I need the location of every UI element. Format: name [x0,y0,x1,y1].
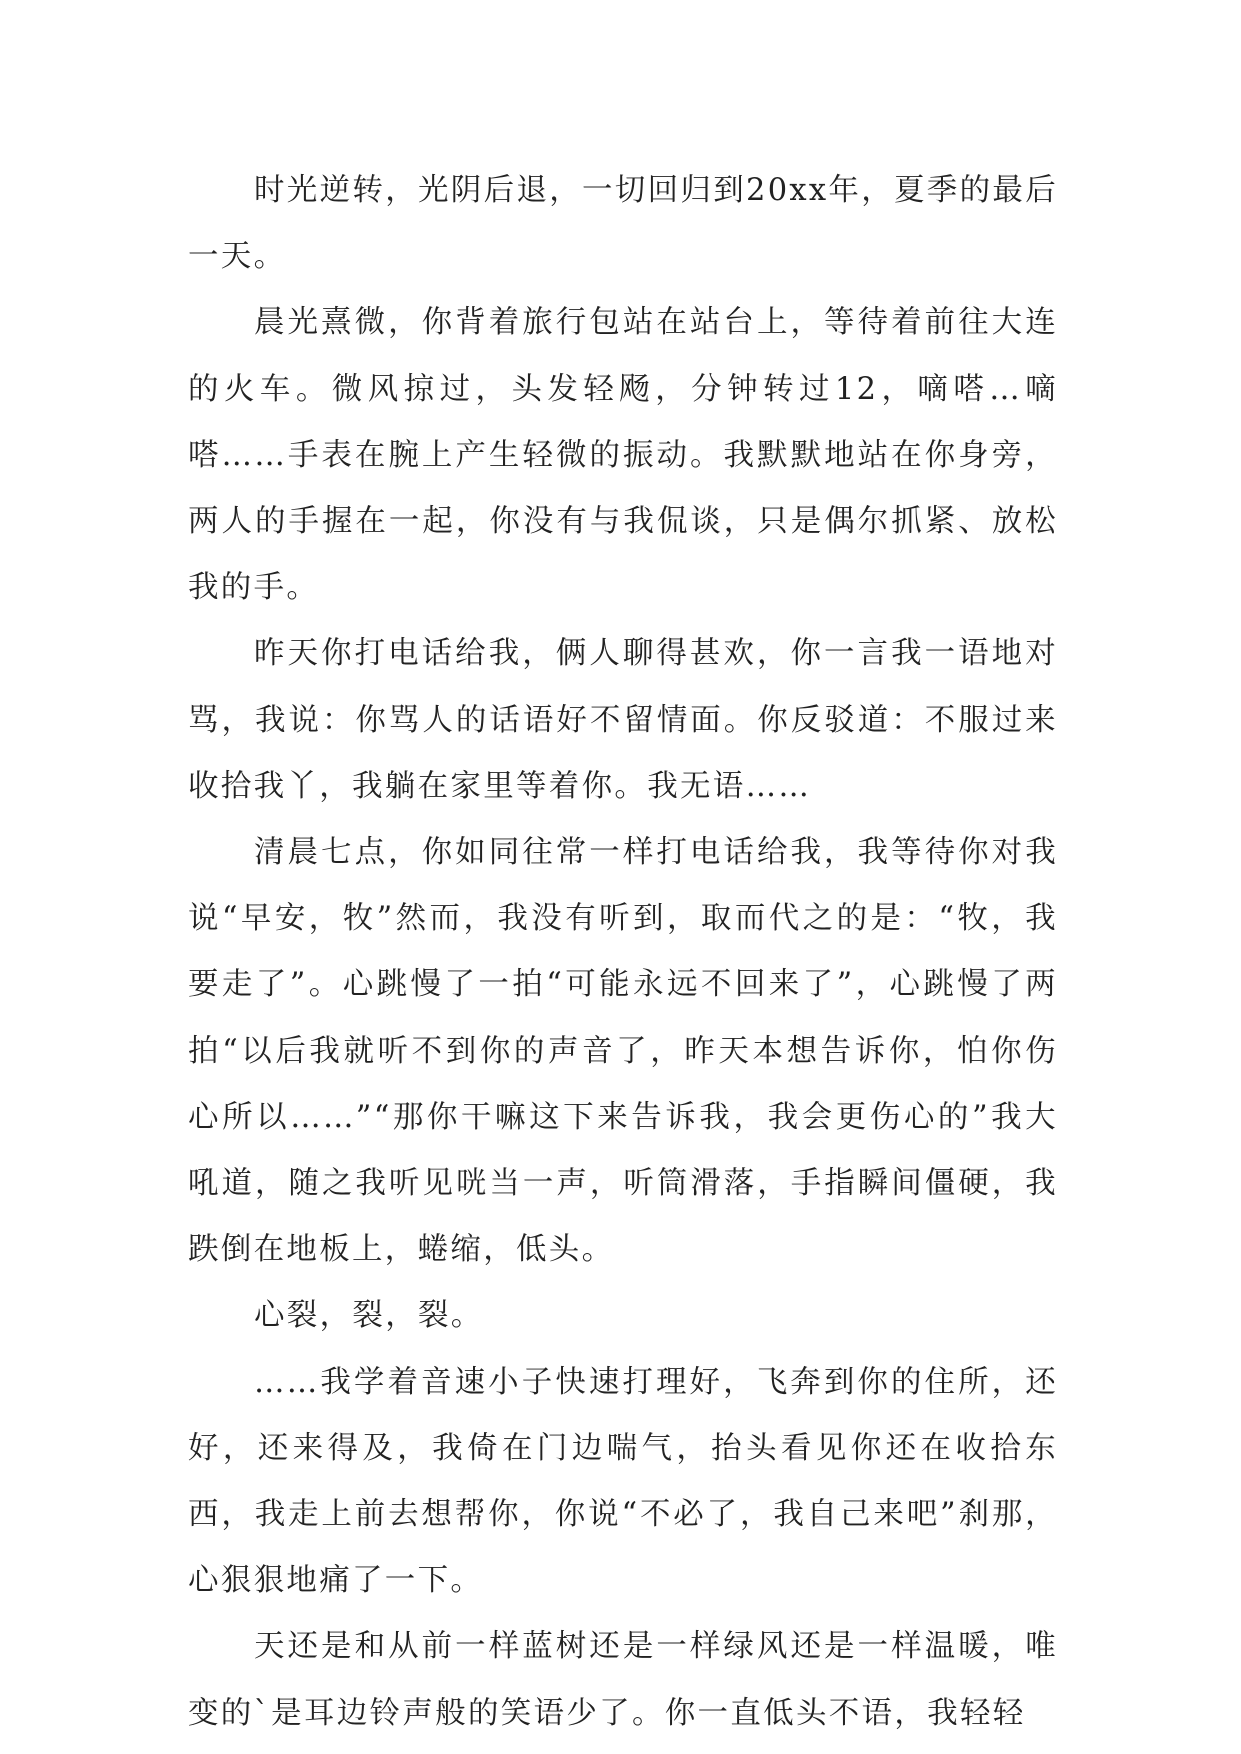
paragraph-1: 时光逆转，光阴后退，一切回归到20xx年，夏季的最后一天。 [188,173,1059,275]
paragraph-3: 昨天你打电话给我，俩人聊得甚欢，你一言我一语地对骂，我说：你骂人的话语好不留情面。你反驳道：不服过来收拾我丫，我躺在家里等着你。我无语…… [188,636,1058,804]
paragraph-2: 晨光熹微，你背着旅行包站在站台上，等待着前往大连的火车。微风掠过，头发轻飏，分钟转过12，嘀嗒…嘀嗒……手表在腕上产生轻微的振动。我默默地站在你身旁，两人的手握在一起，你没有与我侃谈，只是偶尔抓紧、放松我的手。 [188,305,1058,606]
paragraph-5: 心裂，裂，裂。 [254,1298,484,1334]
paragraph-7: 天还是和从前一样蓝树还是一样绿风还是一样温暖，唯变的`是耳边铃声般的笑语少了。你一直低头不语，我轻轻 [188,1629,1058,1731]
paragraph-4: 清晨七点，你如同往常一样打电话给我，我等待你对我说“早安，牧”然而，我没有听到，取而代之的是：“牧，我要走了”。心跳慢了一拍“可能永远不回来了”，心跳慢了两拍“以后我就听不到你的声音了，昨天本想告诉你，怕你伤心所以……”“那你干嘛这下来告诉我，我会更伤心的”我大吼道，随之我听见咣当一声，听筒滑落，手指瞬间僵硬，我跌倒在地板上，蜷缩，低头。 [188,835,1058,1268]
document-body [188,158,1058,1747]
paragraph-6: ……我学着音速小子快速打理好，飞奔到你的住所，还好，还来得及，我倚在门边喘气，抬头看见你还在收拾东西，我走上前去想帮你，你说“不必了，我自己来吧”刹那，心狠狠地痛了一下。 [188,1364,1058,1599]
